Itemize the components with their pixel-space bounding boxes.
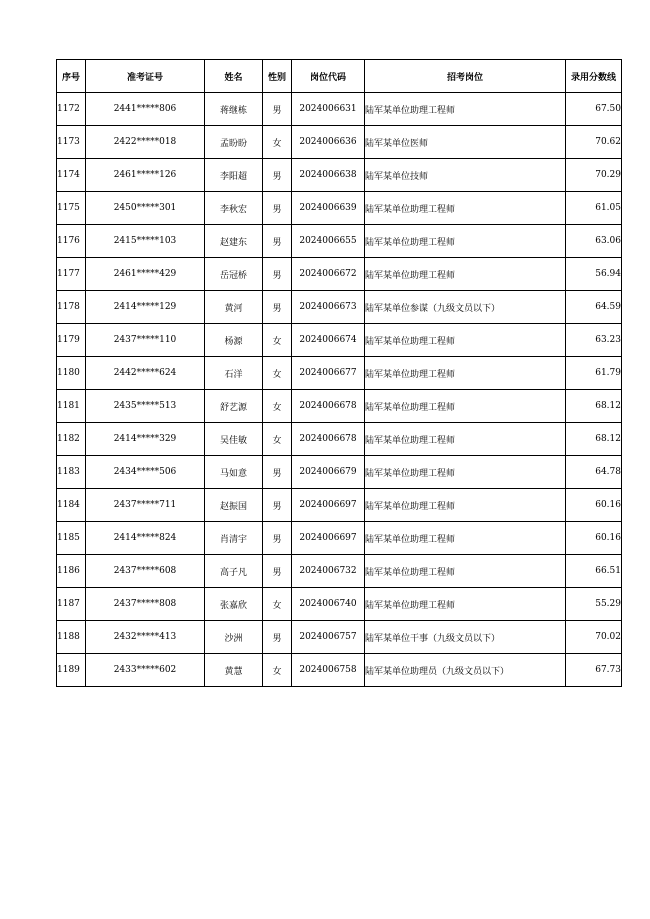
table-row	[57, 489, 622, 522]
cell-candidate-id: 2437*****608	[86, 555, 205, 588]
cell-candidate-id: 2414*****824	[86, 522, 205, 555]
cell-gender: 男	[263, 225, 292, 258]
cell-score: 70.02	[566, 621, 622, 654]
cell-position: 陆军某单位参谋（九级文员以下）	[365, 291, 566, 324]
table-row	[57, 522, 622, 555]
cell-seq: 1184	[57, 489, 86, 522]
cell-score: 63.06	[566, 225, 622, 258]
header-seq: 序号	[57, 60, 86, 93]
cell-position-code: 2024006757	[292, 621, 365, 654]
cell-name: 赵振国	[205, 489, 263, 522]
cell-gender: 女	[263, 423, 292, 456]
cell-gender: 男	[263, 489, 292, 522]
header-candidate-id: 准考证号	[86, 60, 205, 93]
cell-position-code: 2024006636	[292, 126, 365, 159]
cell-candidate-id: 2461*****126	[86, 159, 205, 192]
cell-seq: 1172	[57, 93, 86, 126]
cell-candidate-id: 2435*****513	[86, 390, 205, 423]
cell-position: 陆军某单位助理工程师	[365, 357, 566, 390]
cell-gender: 女	[263, 126, 292, 159]
cell-score: 61.79	[566, 357, 622, 390]
cell-gender: 男	[263, 291, 292, 324]
table-row	[57, 93, 622, 126]
cell-name: 石洋	[205, 357, 263, 390]
cell-position-code: 2024006655	[292, 225, 365, 258]
cell-position: 陆军某单位助理工程师	[365, 192, 566, 225]
cell-position: 陆军某单位助理工程师	[365, 588, 566, 621]
cell-score: 60.16	[566, 489, 622, 522]
table-row	[57, 555, 622, 588]
cell-candidate-id: 2434*****506	[86, 456, 205, 489]
cell-name: 舒艺源	[205, 390, 263, 423]
cell-score: 68.12	[566, 390, 622, 423]
cell-seq: 1181	[57, 390, 86, 423]
header-name: 姓名	[205, 60, 263, 93]
cell-position: 陆军某单位助理工程师	[365, 324, 566, 357]
cell-score: 60.16	[566, 522, 622, 555]
cell-candidate-id: 2437*****711	[86, 489, 205, 522]
cell-position-code: 2024006677	[292, 357, 365, 390]
cell-gender: 女	[263, 390, 292, 423]
cell-name: 沙洲	[205, 621, 263, 654]
cell-position: 陆军某单位助理工程师	[365, 456, 566, 489]
table-row	[57, 456, 622, 489]
cell-seq: 1178	[57, 291, 86, 324]
cell-name: 蒋继栋	[205, 93, 263, 126]
cell-name: 杨源	[205, 324, 263, 357]
cell-name: 岳冠桥	[205, 258, 263, 291]
cell-position-code: 2024006697	[292, 522, 365, 555]
header-gender: 性别	[263, 60, 292, 93]
cell-name: 高子凡	[205, 555, 263, 588]
table-header-row	[57, 60, 622, 93]
cell-name: 黄河	[205, 291, 263, 324]
cell-candidate-id: 2437*****808	[86, 588, 205, 621]
cell-position: 陆军某单位助理工程师	[365, 555, 566, 588]
cell-seq: 1185	[57, 522, 86, 555]
cell-gender: 男	[263, 522, 292, 555]
cell-position: 陆军某单位助理工程师	[365, 489, 566, 522]
cell-seq: 1180	[57, 357, 86, 390]
table-row	[57, 192, 622, 225]
cell-seq: 1175	[57, 192, 86, 225]
cell-name: 吴佳敏	[205, 423, 263, 456]
cell-score: 61.05	[566, 192, 622, 225]
cell-score: 67.73	[566, 654, 622, 687]
cell-name: 李阳超	[205, 159, 263, 192]
cell-score: 64.59	[566, 291, 622, 324]
table-row	[57, 588, 622, 621]
cell-seq: 1182	[57, 423, 86, 456]
cell-candidate-id: 2414*****329	[86, 423, 205, 456]
cell-position: 陆军某单位助理工程师	[365, 225, 566, 258]
cell-seq: 1187	[57, 588, 86, 621]
cell-gender: 男	[263, 621, 292, 654]
cell-candidate-id: 2432*****413	[86, 621, 205, 654]
cell-candidate-id: 2433*****602	[86, 654, 205, 687]
header-position: 招考岗位	[365, 60, 566, 93]
cell-score: 66.51	[566, 555, 622, 588]
table-row	[57, 324, 622, 357]
cell-seq: 1174	[57, 159, 86, 192]
cell-seq: 1188	[57, 621, 86, 654]
cell-name: 赵建东	[205, 225, 263, 258]
table-row	[57, 291, 622, 324]
cell-name: 马如意	[205, 456, 263, 489]
cell-position-code: 2024006673	[292, 291, 365, 324]
cell-score: 70.62	[566, 126, 622, 159]
cell-position-code: 2024006638	[292, 159, 365, 192]
cell-seq: 1177	[57, 258, 86, 291]
cell-gender: 男	[263, 555, 292, 588]
cell-position-code: 2024006679	[292, 456, 365, 489]
cell-candidate-id: 2422*****018	[86, 126, 205, 159]
cell-position: 陆军某单位助理工程师	[365, 93, 566, 126]
cell-score: 56.94	[566, 258, 622, 291]
cell-position-code: 2024006672	[292, 258, 365, 291]
cell-position-code: 2024006758	[292, 654, 365, 687]
cell-candidate-id: 2414*****129	[86, 291, 205, 324]
cell-candidate-id: 2450*****301	[86, 192, 205, 225]
table-row	[57, 258, 622, 291]
cell-candidate-id: 2442*****624	[86, 357, 205, 390]
cell-position-code: 2024006674	[292, 324, 365, 357]
cell-position: 陆军某单位助理工程师	[365, 423, 566, 456]
cell-position: 陆军某单位助理工程师	[365, 390, 566, 423]
cell-seq: 1173	[57, 126, 86, 159]
cell-name: 黄慧	[205, 654, 263, 687]
table-row	[57, 621, 622, 654]
cell-score: 55.29	[566, 588, 622, 621]
table-row	[57, 423, 622, 456]
cell-position-code: 2024006631	[292, 93, 365, 126]
cell-gender: 男	[263, 192, 292, 225]
cell-score: 63.23	[566, 324, 622, 357]
cell-position-code: 2024006678	[292, 423, 365, 456]
cell-gender: 女	[263, 588, 292, 621]
cell-score: 67.50	[566, 93, 622, 126]
cell-gender: 女	[263, 357, 292, 390]
cell-name: 孟盼盼	[205, 126, 263, 159]
cell-position: 陆军某单位助理员（九级文员以下）	[365, 654, 566, 687]
cell-name: 张嘉欣	[205, 588, 263, 621]
cell-candidate-id: 2441*****806	[86, 93, 205, 126]
cell-position-code: 2024006697	[292, 489, 365, 522]
cell-name: 肖清宇	[205, 522, 263, 555]
header-score: 录用分数线	[566, 60, 622, 93]
cell-gender: 男	[263, 456, 292, 489]
cell-seq: 1186	[57, 555, 86, 588]
admission-score-table	[56, 59, 622, 687]
cell-candidate-id: 2437*****110	[86, 324, 205, 357]
cell-position-code: 2024006732	[292, 555, 365, 588]
header-position-code: 岗位代码	[292, 60, 365, 93]
cell-position: 陆军某单位助理工程师	[365, 522, 566, 555]
table-row	[57, 654, 622, 687]
table-row	[57, 126, 622, 159]
cell-gender: 男	[263, 159, 292, 192]
cell-seq: 1183	[57, 456, 86, 489]
cell-candidate-id: 2415*****103	[86, 225, 205, 258]
cell-seq: 1176	[57, 225, 86, 258]
cell-name: 李秋宏	[205, 192, 263, 225]
cell-seq: 1179	[57, 324, 86, 357]
cell-position: 陆军某单位技师	[365, 159, 566, 192]
table-row	[57, 159, 622, 192]
table-row	[57, 390, 622, 423]
cell-position-code: 2024006678	[292, 390, 365, 423]
cell-position-code: 2024006740	[292, 588, 365, 621]
cell-position: 陆军某单位助理工程师	[365, 258, 566, 291]
cell-position: 陆军某单位干事（九级文员以下）	[365, 621, 566, 654]
cell-position-code: 2024006639	[292, 192, 365, 225]
cell-score: 70.29	[566, 159, 622, 192]
table-body	[57, 93, 622, 687]
cell-position: 陆军某单位医师	[365, 126, 566, 159]
cell-gender: 女	[263, 324, 292, 357]
cell-seq: 1189	[57, 654, 86, 687]
cell-score: 64.78	[566, 456, 622, 489]
cell-candidate-id: 2461*****429	[86, 258, 205, 291]
cell-gender: 男	[263, 258, 292, 291]
cell-score: 68.12	[566, 423, 622, 456]
table-row	[57, 225, 622, 258]
table-row	[57, 357, 622, 390]
cell-gender: 女	[263, 654, 292, 687]
cell-gender: 男	[263, 93, 292, 126]
